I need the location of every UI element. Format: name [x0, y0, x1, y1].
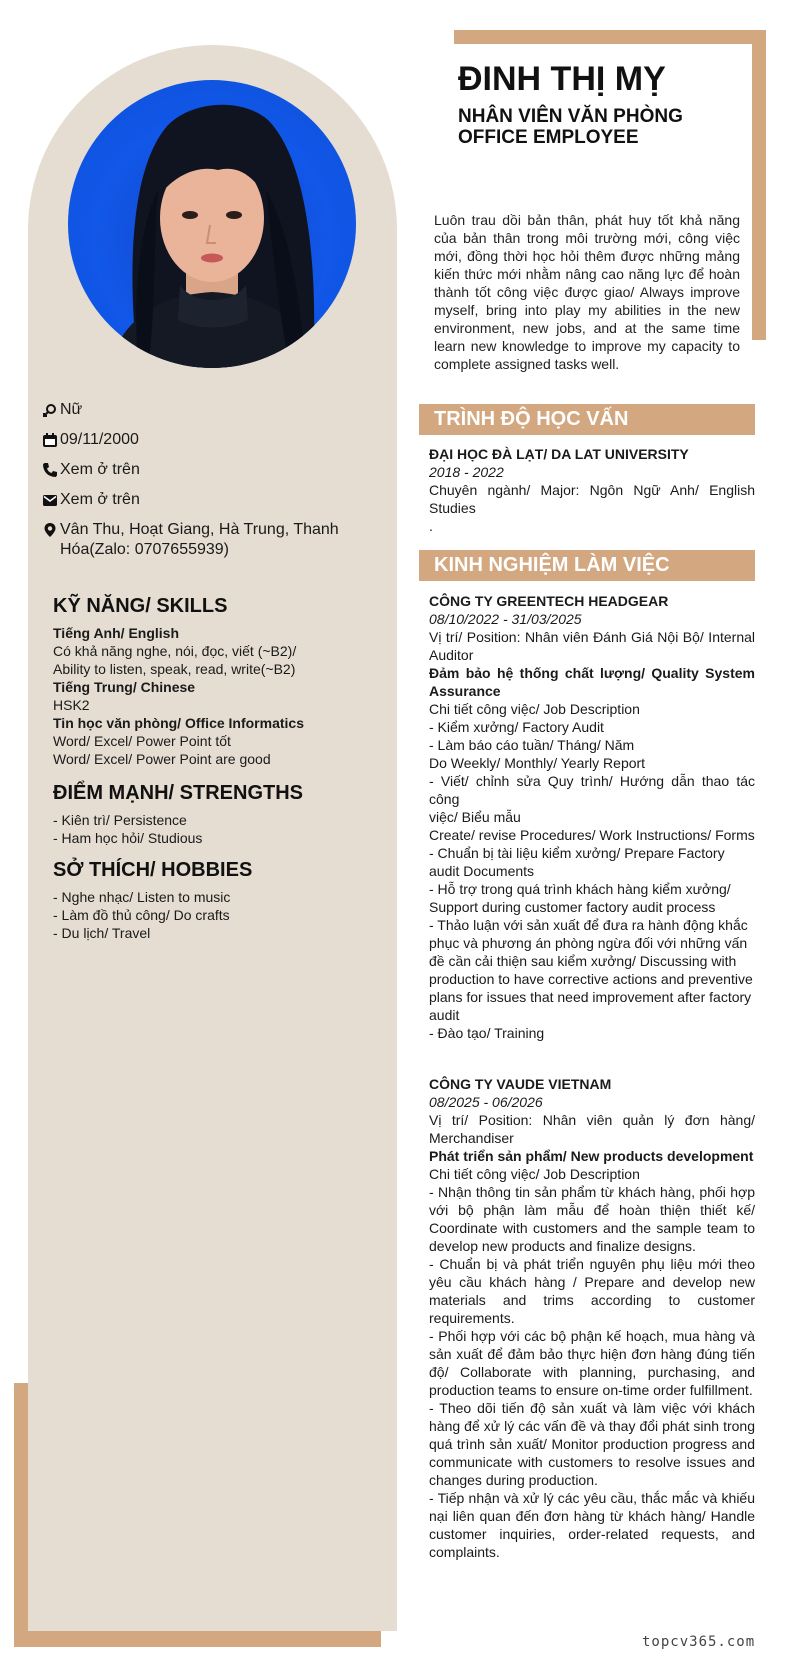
- accent-frame-top-bar: [454, 30, 766, 44]
- hobbies-title: SỞ THÍCH/ HOBBIES: [53, 859, 253, 881]
- candidate-name: ĐINH THỊ MỴ: [458, 60, 666, 98]
- job-position: Vị trí/ Position: Nhân viên quản lý đơn hàng/ Merchandiser: [429, 1112, 755, 1146]
- contact-phone: [40, 460, 370, 480]
- job-line: - Chuẩn bị và phát triển nguyên phụ liệu mới theo yêu cầu khách hàng / Prepare and develop new materials and trims according to customer requirements.: [429, 1256, 755, 1326]
- hobby-item: - Du lịch/ Travel: [53, 925, 151, 941]
- phone-value: Xem ở trên: [60, 461, 140, 478]
- job-position: Vị trí/ Position: Nhân viên Đánh Giá Nội Bộ/ Internal Auditor: [429, 629, 755, 663]
- contact-dob: [40, 430, 370, 450]
- skills-title: KỸ NĂNG/ SKILLS: [53, 595, 228, 617]
- job-period: 08/2025 - 06/2026: [429, 1094, 543, 1110]
- job-line: - Nhận thông tin sản phẩm từ khách hàng, phối hợp với bộ phận làm mẫu để hoàn thiện thiết kế/ Coordinate with customers and the sample team to develop new products and finalize designs.: [429, 1184, 755, 1254]
- envelope-icon: [40, 490, 60, 510]
- job-period: 08/10/2022 - 31/03/2025: [429, 611, 582, 627]
- phone-icon: [40, 460, 60, 480]
- job-line: - Kiểm xưởng/ Factory Audit: [429, 719, 604, 735]
- job-title: [458, 106, 683, 148]
- skill-line: Word/ Excel/ Power Point tốt: [53, 733, 231, 749]
- job-line: - Chuẩn bị tài liệu kiểm xưởng/ Prepare Factory audit Documents: [429, 845, 725, 879]
- skill-line: Word/ Excel/ Power Point are good: [53, 751, 271, 767]
- skill-heading: Tiếng Anh/ English: [53, 625, 179, 641]
- education-major: Chuyên ngành/ Major: Ngôn Ngữ Anh/ English Studies: [429, 482, 755, 516]
- dob-value: 09/11/2000: [60, 431, 139, 448]
- job-focus: Phát triển sản phẩm/ New products development: [429, 1148, 754, 1164]
- company-name: CÔNG TY VAUDE VIETNAM: [429, 1076, 612, 1092]
- job-line: - Thảo luận với sản xuất để đưa ra hành động khắc phục và phương án phòng ngừa đối với những vấn đề cần cải thiện sau kiểm xưởng/ Discussing with production to have corrective actions and preventive plans for issues that need improvement after factory audit: [429, 917, 753, 1023]
- skills-section: [53, 594, 373, 768]
- school-name: ĐẠI HỌC ĐÀ LẠT/ DA LAT UNIVERSITY: [429, 446, 689, 462]
- job-line: - Đào tạo/ Training: [429, 1025, 545, 1041]
- education-block: [429, 445, 755, 535]
- company-name: CÔNG TY GREENTECH HEADGEAR: [429, 593, 669, 609]
- email-value: Xem ở trên: [60, 491, 140, 508]
- accent-frame-right-bar: [752, 30, 766, 340]
- calendar-icon: [40, 430, 60, 450]
- hobby-item: - Làm đồ thủ công/ Do crafts: [53, 907, 230, 923]
- hobby-item: - Nghe nhạc/ Listen to music: [53, 889, 231, 905]
- education-period: 2018 - 2022: [429, 464, 504, 480]
- skill-line: Ability to listen, speak, read, write(~B2): [53, 661, 296, 677]
- footer-watermark: topcv365.com: [642, 1634, 756, 1650]
- job-block: [429, 1075, 755, 1561]
- job-line: - Tiếp nhận và xử lý các yêu cầu, thắc mắc và khiếu nại liên quan đến đơn hàng từ khách hàng/ Handle customer inquiries, order-related requests, and complaints.: [429, 1490, 755, 1560]
- strength-item: - Kiên trì/ Persistence: [53, 812, 187, 828]
- career-objective: Luôn trau dồi bản thân, phát huy tốt khả năng của bản thân trong môi trường mới, công việc mới, đồng thời học hỏi thêm được những mảng kiến thức mới nhằm nâng cao năng lực để hoàn thành tốt công việc được giao/ Always improve myself, bring into play my abilities in the new environment, new jobs, and at the same time learn new knowledge to improve my capacity to complete assigned tasks well.: [434, 212, 740, 372]
- job-title-vi: NHÂN VIÊN VĂN PHÒNG: [458, 106, 683, 127]
- job-line: việc/ Biểu mẫu: [429, 809, 521, 825]
- contact-gender: [40, 400, 370, 420]
- skill-heading: Tiếng Trung/ Chinese: [53, 679, 196, 695]
- job-line: Create/ revise Procedures/ Work Instructions/ Forms: [429, 827, 755, 843]
- education-extra: .: [429, 518, 433, 534]
- skill-line: Có khả năng nghe, nói, đọc, viết (~B2)/: [53, 643, 297, 659]
- strengths-section: [53, 781, 373, 847]
- gender-icon: [40, 400, 60, 420]
- contact-email: [40, 490, 370, 510]
- job-line: - Theo dõi tiến độ sản xuất và làm việc với khách hàng để xử lý các vấn đề và thay đổi phát sinh trong quá trình sản xuất/ Monitor production progress and communicate with customers to resolve issues and changes during production.: [429, 1400, 755, 1488]
- profile-photo: [68, 80, 356, 368]
- job-line: Do Weekly/ Monthly/ Yearly Report: [429, 755, 646, 771]
- strength-item: - Ham học hỏi/ Studious: [53, 830, 203, 846]
- job-line: Chi tiết công việc/ Job Description: [429, 1166, 640, 1182]
- job-line: - Làm báo cáo tuần/ Tháng/ Năm: [429, 737, 635, 753]
- address-value: Vân Thu, Hoạt Giang, Hà Trung, Thanh Hóa(Zalo: 0707655939): [60, 521, 339, 558]
- contact-address: [40, 520, 370, 560]
- job-block: [429, 592, 755, 1042]
- skill-heading: Tin học văn phòng/ Office Informatics: [53, 715, 304, 731]
- job-line: - Phối hợp với các bộ phận kế hoạch, mua hàng và sản xuất để đảm bảo thực hiện đơn hàng đúng tiến độ/ Collaborate with planning, purchasing, and production teams to ensure on-time order fulfillment.: [429, 1328, 755, 1398]
- strengths-title: ĐIỂM MẠNH/ STRENGTHS: [53, 782, 303, 804]
- job-title-en: OFFICE EMPLOYEE: [458, 127, 639, 148]
- skill-line: HSK2: [53, 697, 90, 713]
- job-focus: Đảm bảo hệ thống chất lượng/ Quality System Assurance: [429, 665, 755, 699]
- education-header: TRÌNH ĐỘ HỌC VẤN: [419, 404, 755, 435]
- location-pin-icon: [40, 520, 60, 540]
- experience-header: KINH NGHIỆM LÀM VIỆC: [419, 550, 755, 581]
- job-line: Chi tiết công việc/ Job Description: [429, 701, 640, 717]
- job-line: - Hỗ trợ trong quá trình khách hàng kiểm xưởng/ Support during customer factory audit process: [429, 881, 731, 915]
- job-line: - Viết/ chỉnh sửa Quy trình/ Hướng dẫn thao tác công: [429, 773, 755, 807]
- contact-list: [40, 400, 370, 570]
- hobbies-section: [53, 858, 373, 942]
- gender-value: Nữ: [60, 401, 83, 418]
